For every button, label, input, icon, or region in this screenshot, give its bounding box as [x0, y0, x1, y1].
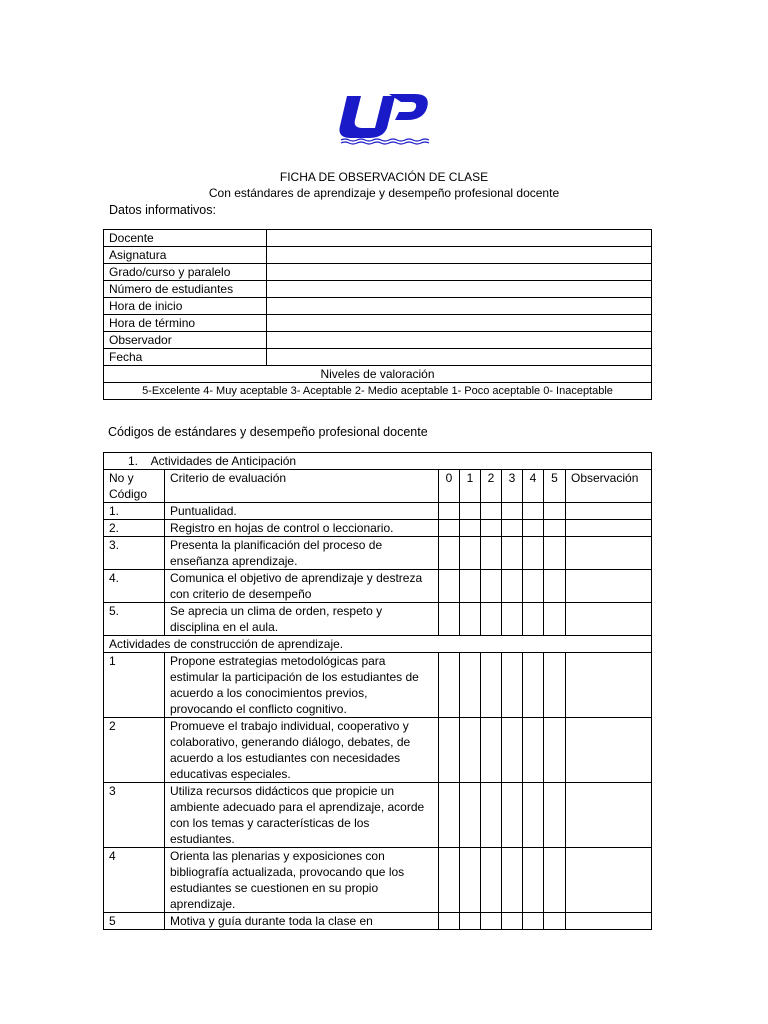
- score-cell[interactable]: [502, 537, 523, 570]
- info-row: [104, 315, 652, 332]
- criterion-number: 3: [104, 783, 165, 848]
- criterion-number: 1.: [104, 503, 165, 520]
- criterion-number: 4.: [104, 570, 165, 603]
- criterion-number: 5.: [104, 603, 165, 636]
- score-cell[interactable]: [439, 570, 460, 603]
- info-row: [104, 247, 652, 264]
- info-row: [104, 230, 652, 247]
- criterion-row: [104, 603, 652, 636]
- score-cell[interactable]: [544, 653, 566, 718]
- score-cell[interactable]: [523, 537, 544, 570]
- score-cell[interactable]: [439, 537, 460, 570]
- evaluation-table: [103, 452, 652, 930]
- col-header-score: 2: [481, 470, 502, 503]
- score-cell[interactable]: [481, 520, 502, 537]
- criterion-number: 4: [104, 848, 165, 913]
- score-cell[interactable]: [544, 603, 566, 636]
- info-field-label: Observador: [104, 332, 267, 349]
- header-row: [104, 470, 652, 503]
- score-cell[interactable]: [481, 913, 502, 930]
- score-cell[interactable]: [523, 520, 544, 537]
- observation-cell[interactable]: [566, 503, 652, 520]
- levels-scale-text: 5-Excelente 4- Muy aceptable 3- Aceptable 2- Medio aceptable 1- Poco aceptable 0- Inaceptable: [104, 383, 652, 400]
- info-field-label: Fecha: [104, 349, 267, 366]
- col-header-no: No y Código: [104, 470, 165, 503]
- info-field-value[interactable]: [267, 315, 652, 332]
- criterion-text: Motiva y guía durante toda la clase en: [165, 913, 439, 930]
- info-field-value[interactable]: [267, 247, 652, 264]
- score-cell[interactable]: [460, 520, 481, 537]
- criterion-text: Registro en hojas de control o leccionario.: [165, 520, 439, 537]
- score-cell[interactable]: [460, 603, 481, 636]
- info-row: [104, 349, 652, 366]
- score-cell[interactable]: [439, 653, 460, 718]
- info-field-value[interactable]: [267, 230, 652, 247]
- score-cell[interactable]: [481, 653, 502, 718]
- observation-cell[interactable]: [566, 718, 652, 783]
- score-cell[interactable]: [481, 503, 502, 520]
- criterion-row: [104, 848, 652, 913]
- score-cell[interactable]: [502, 603, 523, 636]
- score-cell[interactable]: [460, 503, 481, 520]
- section-title-row: [104, 636, 652, 653]
- criterion-row: [104, 520, 652, 537]
- info-row: [104, 298, 652, 315]
- score-cell[interactable]: [523, 570, 544, 603]
- score-cell[interactable]: [544, 520, 566, 537]
- score-cell[interactable]: [439, 520, 460, 537]
- score-cell[interactable]: [544, 503, 566, 520]
- criterion-text: Se aprecia un clima de orden, respeto y disciplina en el aula.: [165, 603, 439, 636]
- document-title: FICHA DE OBSERVACIÓN DE CLASE: [279, 170, 489, 184]
- col-header-score: 3: [502, 470, 523, 503]
- score-cell[interactable]: [460, 570, 481, 603]
- score-cell[interactable]: [439, 503, 460, 520]
- score-cell[interactable]: [481, 603, 502, 636]
- criterion-row: [104, 718, 652, 783]
- score-cell[interactable]: [460, 848, 481, 913]
- info-field-value[interactable]: [267, 349, 652, 366]
- col-header-score: 0: [439, 470, 460, 503]
- score-cell[interactable]: [502, 848, 523, 913]
- score-cell[interactable]: [439, 913, 460, 930]
- score-cell[interactable]: [460, 913, 481, 930]
- score-cell[interactable]: [502, 913, 523, 930]
- score-cell[interactable]: [523, 603, 544, 636]
- col-header-observation: Observación: [566, 470, 652, 503]
- criterion-text: Propone estrategias metodológicas para estimular la participación de los estudiantes de acuerdo a los conocimientos previos, provocando el conflicto cognitivo.: [165, 653, 439, 718]
- col-header-score: 1: [460, 470, 481, 503]
- score-cell[interactable]: [439, 783, 460, 848]
- score-cell[interactable]: [523, 848, 544, 913]
- score-cell[interactable]: [439, 603, 460, 636]
- score-cell[interactable]: [544, 537, 566, 570]
- score-cell[interactable]: [523, 913, 544, 930]
- observation-cell[interactable]: [566, 570, 652, 603]
- score-cell[interactable]: [544, 848, 566, 913]
- codes-label: Códigos de estándares y desempeño profesional docente: [108, 425, 428, 439]
- observation-cell[interactable]: [566, 913, 652, 930]
- col-header-score: 4: [523, 470, 544, 503]
- score-cell[interactable]: [502, 718, 523, 783]
- score-cell[interactable]: [523, 783, 544, 848]
- score-cell[interactable]: [523, 718, 544, 783]
- score-cell[interactable]: [460, 653, 481, 718]
- criterion-row: [104, 537, 652, 570]
- score-cell[interactable]: [460, 537, 481, 570]
- info-field-label: Grado/curso y paralelo: [104, 264, 267, 281]
- criterion-text: Orienta las plenarias y exposiciones con bibliografía actualizada, provocando que los estudiantes se cuestionen en su propio aprendizaje.: [165, 848, 439, 913]
- info-field-label: Docente: [104, 230, 267, 247]
- score-cell[interactable]: [460, 783, 481, 848]
- observation-cell[interactable]: [566, 537, 652, 570]
- score-cell[interactable]: [439, 718, 460, 783]
- score-cell[interactable]: [460, 718, 481, 783]
- section-label-info: Datos informativos:: [109, 203, 216, 217]
- criterion-text: Presenta la planificación del proceso de enseñanza aprendizaje.: [165, 537, 439, 570]
- info-field-label: Número de estudiantes: [104, 281, 267, 298]
- observation-cell[interactable]: [566, 520, 652, 537]
- score-cell[interactable]: [544, 913, 566, 930]
- score-cell[interactable]: [544, 718, 566, 783]
- info-field-value[interactable]: [267, 264, 652, 281]
- observation-cell[interactable]: [566, 653, 652, 718]
- col-header-score: 5: [544, 470, 566, 503]
- document-subtitle: Con estándares de aprendizaje y desempeño profesional docente: [208, 186, 560, 200]
- score-cell[interactable]: [502, 570, 523, 603]
- col-header-criterion: Criterio de evaluación: [165, 470, 439, 503]
- criterion-row: [104, 570, 652, 603]
- criterion-row: [104, 503, 652, 520]
- criterion-number: 1: [104, 653, 165, 718]
- score-cell[interactable]: [439, 848, 460, 913]
- info-row: [104, 332, 652, 349]
- score-cell[interactable]: [523, 503, 544, 520]
- info-field-value[interactable]: [267, 298, 652, 315]
- university-logo: [335, 88, 431, 146]
- section-title-row: [104, 453, 652, 470]
- info-table: [103, 229, 652, 400]
- observation-cell[interactable]: [566, 603, 652, 636]
- score-cell[interactable]: [502, 520, 523, 537]
- score-cell[interactable]: [502, 783, 523, 848]
- info-row: [104, 281, 652, 298]
- score-cell[interactable]: [502, 653, 523, 718]
- info-field-value[interactable]: [267, 281, 652, 298]
- criterion-number: 5: [104, 913, 165, 930]
- criterion-number: 3.: [104, 537, 165, 570]
- criterion-text: Puntualidad.: [165, 503, 439, 520]
- criterion-row: [104, 653, 652, 718]
- score-cell[interactable]: [481, 848, 502, 913]
- observation-cell[interactable]: [566, 848, 652, 913]
- info-row: [104, 264, 652, 281]
- criterion-text: Promueve el trabajo individual, cooperativo y colaborativo, generando diálogo, debates, de acuerdo a los estudiantes con necesidades educativas especiales.: [165, 718, 439, 783]
- score-cell[interactable]: [481, 718, 502, 783]
- criterion-text: Utiliza recursos didácticos que propicie un ambiente adecuado para el aprendizaje, acorde con los temas y características de los estudiantes.: [165, 783, 439, 848]
- criterion-text: Comunica el objetivo de aprendizaje y destreza con criterio de desempeño: [165, 570, 439, 603]
- score-cell[interactable]: [481, 570, 502, 603]
- score-cell[interactable]: [523, 653, 544, 718]
- info-field-label: Asignatura: [104, 247, 267, 264]
- criterion-row: [104, 783, 652, 848]
- info-field-value[interactable]: [267, 332, 652, 349]
- section-2-title: Actividades de construcción de aprendizaje.: [104, 636, 652, 653]
- score-cell[interactable]: [481, 537, 502, 570]
- criterion-number: 2: [104, 718, 165, 783]
- info-field-label: Hora de inicio: [104, 298, 267, 315]
- criterion-row: [104, 913, 652, 930]
- levels-title: Niveles de valoración: [104, 366, 652, 383]
- observation-cell[interactable]: [566, 783, 652, 848]
- score-cell[interactable]: [544, 783, 566, 848]
- score-cell[interactable]: [481, 783, 502, 848]
- criterion-number: 2.: [104, 520, 165, 537]
- score-cell[interactable]: [544, 570, 566, 603]
- info-field-label: Hora de término: [104, 315, 267, 332]
- section-1-title: 1. Actividades de Anticipación: [104, 453, 652, 470]
- score-cell[interactable]: [502, 503, 523, 520]
